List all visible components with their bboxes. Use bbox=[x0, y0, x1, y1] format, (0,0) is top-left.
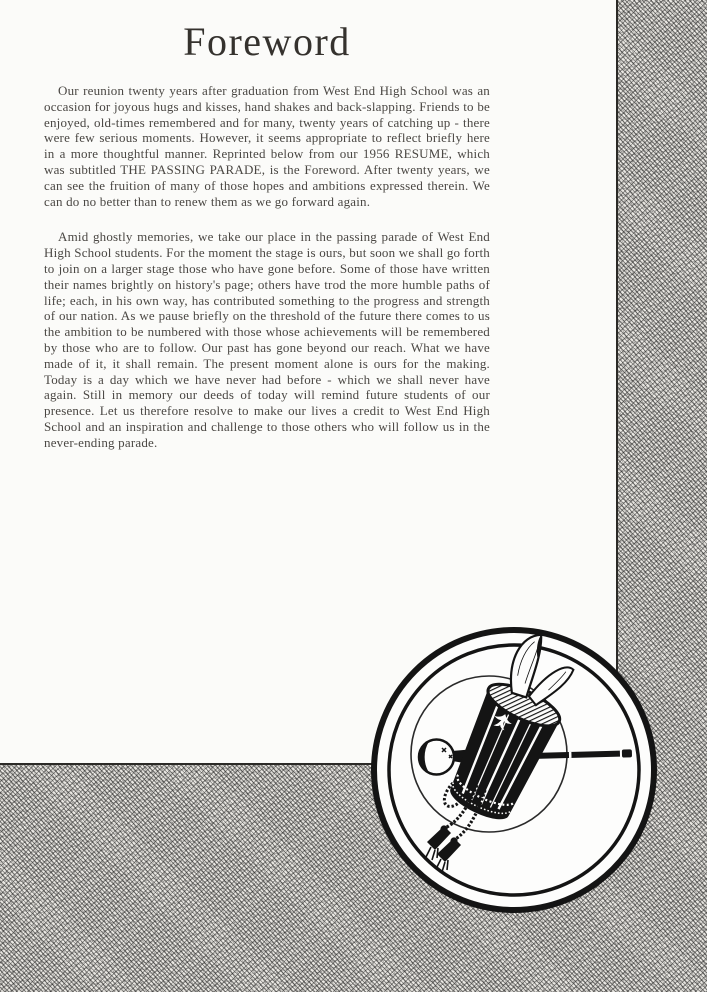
emblem-illustration bbox=[364, 620, 664, 920]
page-title-text: Foreword bbox=[183, 19, 351, 64]
page-title bbox=[44, 20, 490, 64]
foreword-paragraph-2: Amid ghostly memories, we take our place in the passing parade of West End High School students. For the moment the stage is ours, but soon we shall go forth to join on a larger stage those who have gone before. Some of those have written their names brightly on history's page; others have trod the more humble paths of life; each, in his own way, has contributed something to the progress and strength of our nation. As we pause briefly on the threshold of the future there comes to us the ambition to be numbered with those whose achievements will be remembered by those who are to follow. Our past has gone beyond our reach. What we have made of it, it shall remain. The present moment alone is ours for the making. Today is a day which we have never had before - which we shall never have again. Still in memory our deeds of today will remind future students of our presence. Let us therefore resolve to make our lives a credit to West End High School and an inspiration and challenge to those others who will follow us in the never-ending parade. bbox=[44, 229, 490, 450]
baton-ball-icon bbox=[419, 740, 454, 775]
text-column bbox=[44, 20, 490, 451]
foreword-paragraph-1: Our reunion twenty years after graduation from West End High School was an occasion for joyous hugs and kisses, hand shakes and back-slapping. Friends to be enjoyed, old-times remembered and for many, twenty years of catching up - there were few serious moments. However, it seems appropriate to reflect briefly here in a more thoughtful manner. Reprinted below from our 1956 RESUME, which was subtitled THE PASSING PARADE, is the Foreword. After twenty years, we can see the fruition of many of those hopes and ambitions expressed therein. We can do no better than to renew them as we go forward again. bbox=[44, 83, 490, 209]
drum-major-shako-and-baton-emblem bbox=[364, 620, 664, 920]
